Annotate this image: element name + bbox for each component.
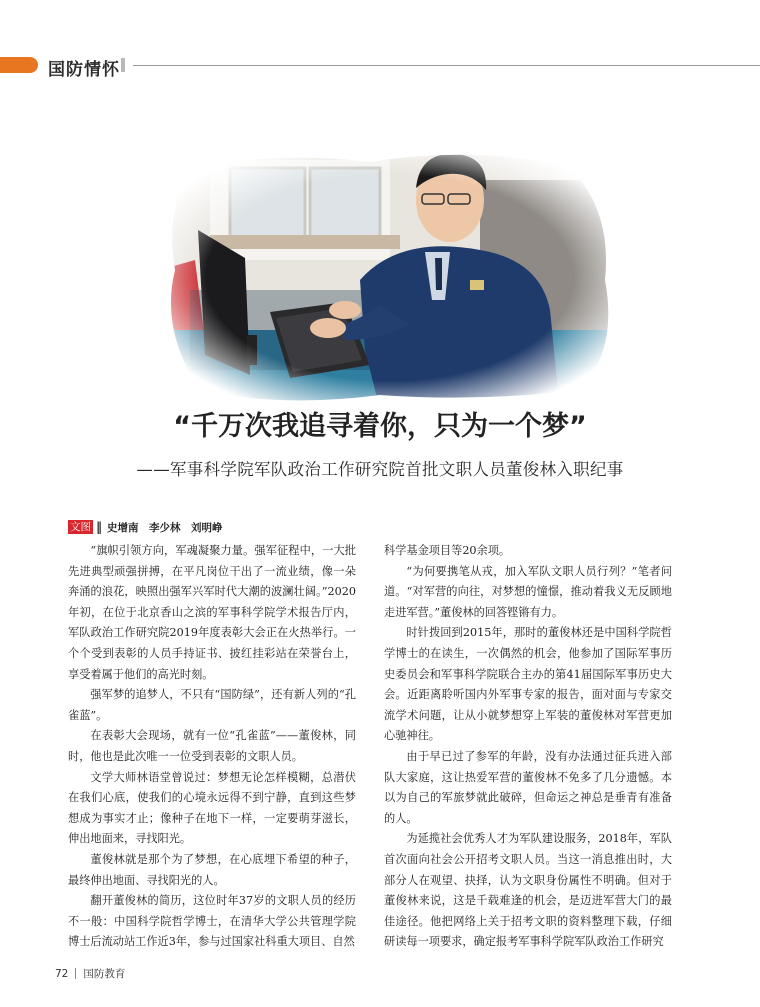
section-divider-tick <box>121 58 125 72</box>
article-photo <box>150 140 620 410</box>
byline-tag: 文图 <box>70 521 91 533</box>
paragraph: 董俊林就是那个为了梦想，在心底埋下希望的种子，最终伸出地面、寻找阳光的人。 <box>68 852 356 887</box>
article-subtitle: ——军事科学院军队政治工作研究院首批文职人员董俊林入职纪事 <box>136 460 624 479</box>
byline-authors: 史增南 李少林 刘明峥 <box>107 521 223 534</box>
paragraph: 由于早已过了参军的年龄，没有办法通过征兵进入部队大家庭，这让热爱军营的董俊林不免多了几分遗憾。本以为自己的军旅梦就此破碎，但命运之神总是垂青有准备的人。 <box>384 749 672 825</box>
page-number: 72 <box>55 967 69 980</box>
paragraph: 强军梦的追梦人，不只有“国防绿”，还有新人列的“孔雀蓝”。 <box>68 688 356 722</box>
byline <box>68 519 223 535</box>
paragraph: 翻开董俊林的简历，这位时年37岁的文职人员的经历不一般：中国科学院哲学博士，在清华大学公共管理学院博士后流动站工作近3年，参与过国家社科重大项目、自然 <box>68 894 356 949</box>
paragraph: 在表彰大会现场，就有一位“孔雀蓝”——董俊林，同时，他也是此次唯一一位受到表彰的文职人员。 <box>68 729 356 763</box>
article-title: “千万次我追寻着你，只为一个梦” <box>173 411 587 442</box>
section-title: 国防情怀 <box>48 60 120 80</box>
article-column-left <box>68 541 356 953</box>
paragraph: “为何要携笔从戎，加入军队文职人员行列？”笔者问道。“对军营的向往，对梦想的憧憬，推动着我义无反顾地走进军营。”董俊林的回答铿锵有力。 <box>384 564 672 619</box>
byline-separator: ‖ <box>96 520 102 534</box>
magazine-name: 国防教育 <box>83 968 126 980</box>
paragraph: 科学基金项目等20余项。 <box>384 544 511 557</box>
article-column-right <box>384 541 672 953</box>
paragraph: “旗帜引领方向，军魂凝聚力量。强军征程中，一大批先进典型顽强拼搏，在平凡岗位干出了一流业绩，像一朵奔涌的浪花，映照出强军兴军时代大潮的波澜壮阔。”2020年初，在位于北京香山之滨的军事科学院学术报告厅内，军队政治工作研究院2019年度表彰大会正在火热举行。一个个受到表彰的人员手持证书、披红挂彩站在荣誉台上，享受着属于他们的高光时刻。 <box>68 544 356 681</box>
paragraph: 为延揽社会优秀人才为军队建设服务，2018年，军队首次面向社会公开招考文职人员。当这一消息推出时，大部分人在观望、抉择，认为文职身份属性不明确。但对于董俊林来说，这是千载难逢的机会，是迈进军营大门的最佳途径。他把网络上关于招考文职的资料整理下载，仔细研读每一项要求，确定报考军事科学院军队政治工作研究 <box>384 832 672 949</box>
paragraph: 时针拨回到2015年，那时的董俊林还是中国科学院哲学博士的在读生，一次偶然的机会，他参加了国际军事历史委员会和军事科学院联合主办的第41届国际军事历史大会。近距离聆听国内外军事专家的报告，面对面与专家交流学术问题，让从小就梦想穿上军装的董俊林对军营更加心驰神往。 <box>384 626 672 743</box>
section-accent-bar <box>0 57 38 73</box>
page-footer <box>55 966 125 981</box>
footer-divider <box>75 968 76 979</box>
section-header-rule <box>133 65 760 66</box>
paragraph: 文学大师林语堂曾说过：梦想无论怎样模糊，总潜伏在我们心底，使我们的心境永远得不到宁静，直到这些梦想成为事实才止；像种子在地下一样，一定要萌芽滋长，伸出地面来，寻找阳光。 <box>68 770 356 846</box>
